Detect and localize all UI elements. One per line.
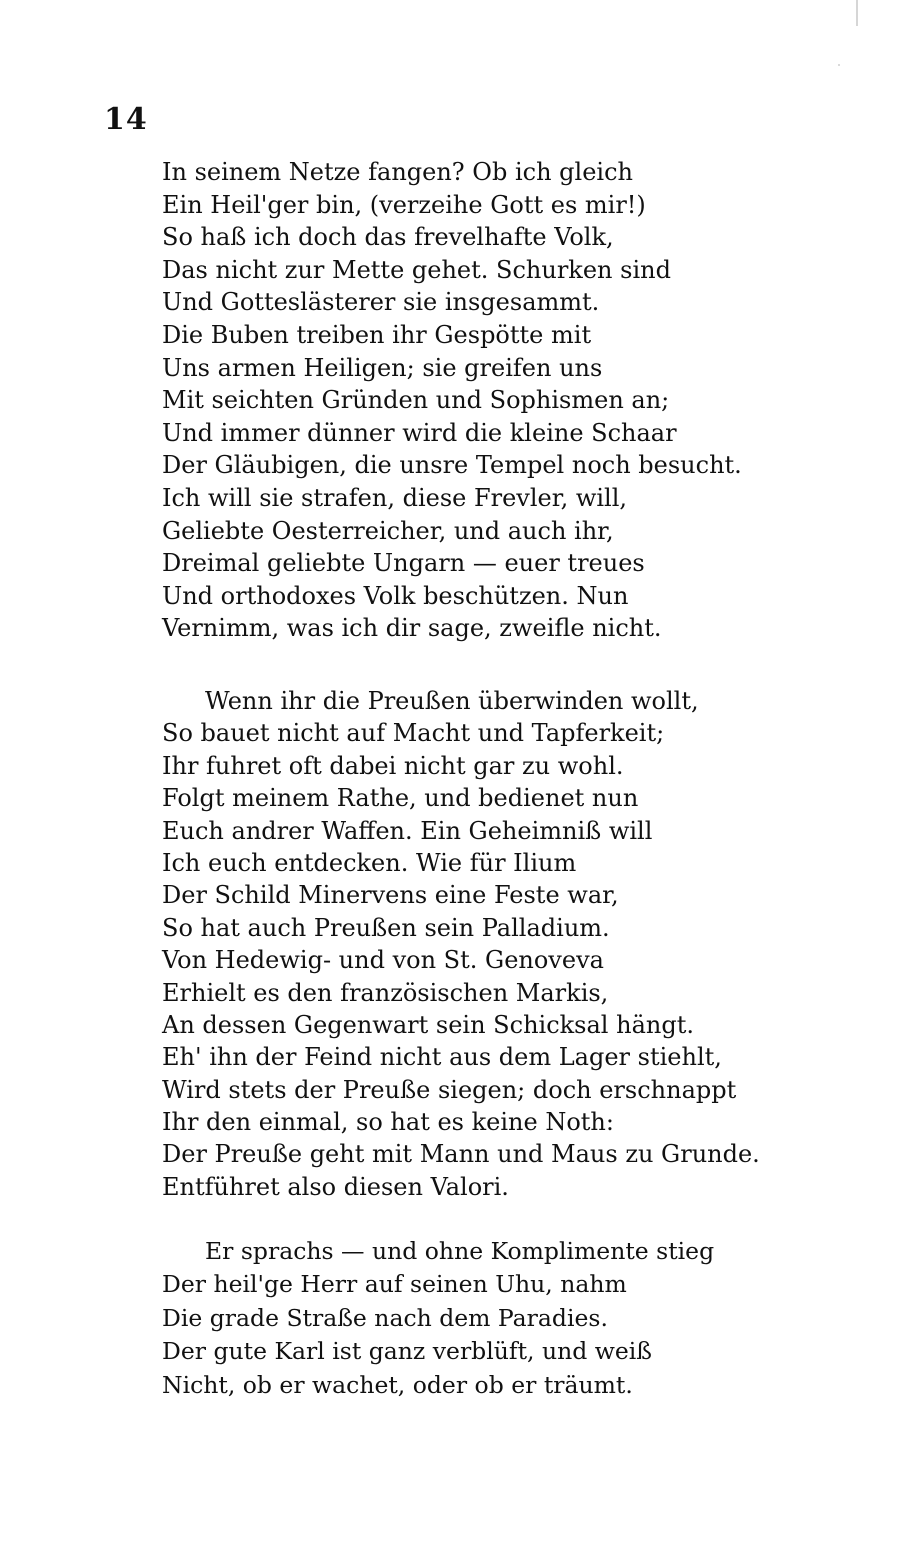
- verse-line: Der Schild Minervens eine Feste war,: [162, 881, 619, 910]
- verse-line: An dessen Gegenwart sein Schicksal hängt.: [162, 1010, 694, 1039]
- verse-line: Ich will sie strafen, diese Frevler, will,: [162, 483, 628, 512]
- verse-line-indented: Wenn ihr die Preußen überwinden wollt,: [205, 687, 699, 715]
- verse-line: Vernimm, was ich dir sage, zweifle nicht.: [162, 614, 662, 643]
- verse-line: Ein Heil'ger bin, (verzeihe Gott es mir!): [162, 190, 646, 219]
- verse-line: Und Gotteslästerer sie insgesammt.: [162, 288, 600, 317]
- verse-line: Ich euch entdecken. Wie für Ilium: [162, 848, 577, 877]
- verse-line-indented: Er sprachs — und ohne Komplimente stieg: [205, 1237, 715, 1265]
- verse-line: Der Gläubigen, die unsre Tempel noch besucht.: [162, 451, 742, 480]
- verse-line: Der Preuße geht mit Mann und Maus zu Grunde.: [162, 1140, 760, 1169]
- page-number: 14: [104, 102, 148, 137]
- scan-dust-mark: [838, 64, 840, 66]
- verse-line: Folgt meinem Rathe, und bedienet nun: [162, 784, 639, 813]
- verse-line: Die Buben treiben ihr Gespötte mit: [162, 320, 592, 349]
- verse-line: Ihr fuhret oft dabei nicht gar zu wohl.: [162, 751, 624, 780]
- verse-line: Der gute Karl ist ganz verblüft, und weiß: [162, 1337, 652, 1366]
- verse-line: Erhielt es den französischen Markis,: [162, 978, 609, 1007]
- verse-line: Von Hedewig- und von St. Genoveva: [162, 946, 604, 975]
- verse-line: Mit seichten Gründen und Sophismen an;: [162, 386, 670, 415]
- stanza-1: [0, 156, 900, 645]
- verse-line: Geliebte Oesterreicher, und auch ihr,: [162, 516, 614, 545]
- scan-edge-mark: [856, 0, 858, 26]
- verse-line: Die grade Straße nach dem Paradies.: [162, 1303, 608, 1332]
- verse-line: Ihr den einmal, so hat es keine Noth:: [162, 1108, 614, 1137]
- verse-line: Entführet also diesen Valori.: [162, 1172, 509, 1201]
- stanza-2: [0, 685, 900, 1203]
- verse-line: Eh' ihn der Feind nicht aus dem Lager stiehlt,: [162, 1043, 722, 1072]
- verse-line: Und orthodoxes Volk beschützen. Nun: [162, 581, 629, 610]
- verse-line: Uns armen Heiligen; sie greifen uns: [162, 353, 603, 382]
- verse-line: Wird stets der Preuße siegen; doch erschnappt: [162, 1075, 737, 1104]
- verse-line: So hat auch Preußen sein Palladium.: [162, 913, 610, 942]
- verse-line: In seinem Netze fangen? Ob ich gleich: [162, 158, 633, 186]
- verse-line: Euch andrer Waffen. Ein Geheimniß will: [162, 816, 653, 845]
- verse-line: Und immer dünner wird die kleine Schaar: [162, 418, 677, 447]
- verse-line: Der heil'ge Herr auf seinen Uhu, nahm: [162, 1270, 627, 1299]
- verse-line: Nicht, ob er wachet, oder ob er träumt.: [162, 1370, 633, 1399]
- stanza-3: [0, 1235, 900, 1402]
- verse-line: So haß ich doch das frevelhafte Volk,: [162, 223, 614, 252]
- verse-line: So bauet nicht auf Macht und Tapferkeit;: [162, 719, 665, 748]
- verse-line: Das nicht zur Mette gehet. Schurken sind: [162, 255, 671, 284]
- verse-line: Dreimal geliebte Ungarn — euer treues: [162, 549, 645, 578]
